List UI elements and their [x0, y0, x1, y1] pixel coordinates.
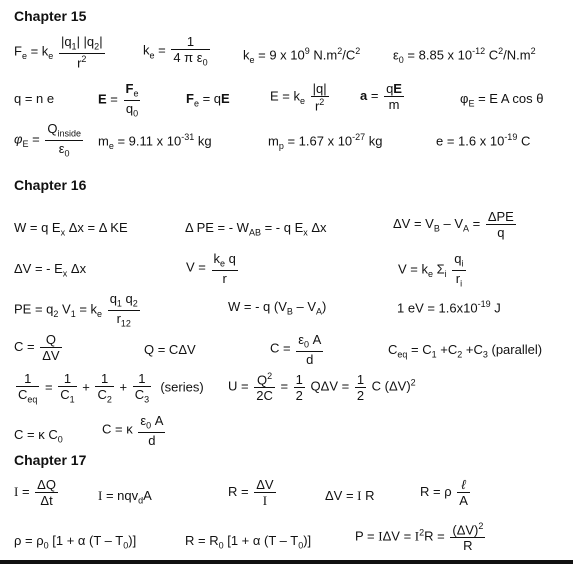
electron-volt: 1 eV = $1.6x10^{-19}$ J [397, 299, 501, 316]
parallel-plate-capacitance: C = $\frac{\varepsilon_0 A}{d}$ [270, 332, 322, 367]
electric-field-def: E = $\frac{F_e}{q_0}$ [98, 81, 139, 119]
chapter-15-heading: Chapter 15 [14, 8, 87, 24]
bottom-border [0, 560, 573, 564]
point-charge-potential: V = $\frac{k_e q}{r}$ [186, 251, 236, 286]
gauss-law: $\varphi_E$ = $\frac{Q_{inside}}{\varepsilon_0}$ [14, 121, 81, 159]
charge-capacitance: Q = CΔV [144, 342, 196, 357]
proton-mass: $m_p = 1.67$ x $10^{-27}$ kg [268, 132, 383, 151]
electric-force: $F_e$ = qE [186, 91, 230, 109]
work-potential: W = - q $(V_B - V_A)$ [228, 299, 327, 317]
superposition-potential: $V = k_e$ $\Sigma_i$ $\frac{q_i}{r_i}$ [398, 251, 464, 289]
potential-difference-def: $\Delta V = V_B - V_A$ = $\frac{\text{ΔPE}}{q}$ [393, 209, 514, 240]
dielectric-plate-capacitance: C = κ $\frac{\varepsilon_0 A}{d}$ [102, 413, 164, 448]
capacitance-def: C = $\frac{Q}{\Delta V}$ [14, 332, 60, 363]
chapter-17-heading: Chapter 17 [14, 452, 87, 468]
electric-power: $P = I\Delta V = I^2R$ = $\frac{(\Delta V)^2}{R}$ [355, 521, 484, 554]
electric-flux: $\varphi_E = E$ A cos θ [460, 91, 544, 109]
elementary-charge: e = 1.6 x $10^{-19}$ C [436, 132, 531, 149]
resistivity-resistance: R = ρ $\frac{\text{ℓ}}{A}$ [420, 477, 468, 508]
series-capacitors: $\frac{1}{C_{eq}}$ = $\frac{1}{C_1}$ + $\frac{1}{C_2}$ + $\frac{1}{C_3}$ (series) [18, 371, 204, 405]
coulomb-law: $F_e = k_e$ $\frac{|q_1| |q_2|}{r^2}$ [14, 34, 103, 70]
dielectric-capacitance: C = κ $C_0$ [14, 427, 63, 445]
charge-quantization: q = n e [14, 91, 55, 106]
drift-current: I = nqv$_d$A [98, 488, 152, 506]
work-energy: W = q $E_x$ Δx = Δ KE [14, 220, 128, 238]
ohms-law: ΔV = I R [325, 488, 375, 503]
capacitor-energy: U = $\frac{Q^2}{2C}$ = $\frac{1}{2}$ QΔV = $\frac{1}{2}$ C $(\Delta V)^2$ [228, 371, 416, 404]
chapter-16-heading: Chapter 16 [14, 177, 87, 193]
potential-energy-change: Δ PE = - $W_{AB}$ = - q $E_x$ Δx [185, 220, 327, 238]
point-charge-field: $E = k_e$ $\frac{|q|}{r^2}$ [270, 81, 327, 114]
resistivity-temperature: $\rho = \rho_0$ [1 + α $(T - T_0)$] [14, 533, 137, 551]
pair-potential-energy: PE = $q_2$ $V_1 = k_e$ $\frac{q_1 q_2}{r_{12}}$ [14, 291, 138, 329]
parallel-capacitors: $C_{eq} = C_1 +C_2 +C_3$ (parallel) [388, 342, 543, 360]
coulomb-constant-def: $k_e$ = $\frac{1}{4 \pi \varepsilon_0}$ [143, 34, 208, 68]
resistance-temperature: $R = R_0$ [1 + α $(T - T_0)$] [185, 533, 312, 551]
electron-mass: $m_e = 9.11$ x $10^{-31}$ kg [98, 132, 212, 151]
current-def: I = $\frac{\Delta Q}{\Delta t}$ [14, 477, 56, 508]
permittivity-value: $\varepsilon_0 = 8.85$ x $10^{-12}$ $C^2/N.m^2$ [393, 46, 536, 65]
coulomb-constant-value: $k_e = 9$ x $10^9$ $N.m^2/C^2$ [243, 46, 361, 65]
resistance-def: R = $\frac{\Delta V}{I}$ [228, 477, 274, 508]
potential-field-relation: ΔV = - $E_x$ Δx [14, 261, 87, 279]
acceleration-in-field: a = $\frac{qE}{m}$ [360, 81, 402, 112]
